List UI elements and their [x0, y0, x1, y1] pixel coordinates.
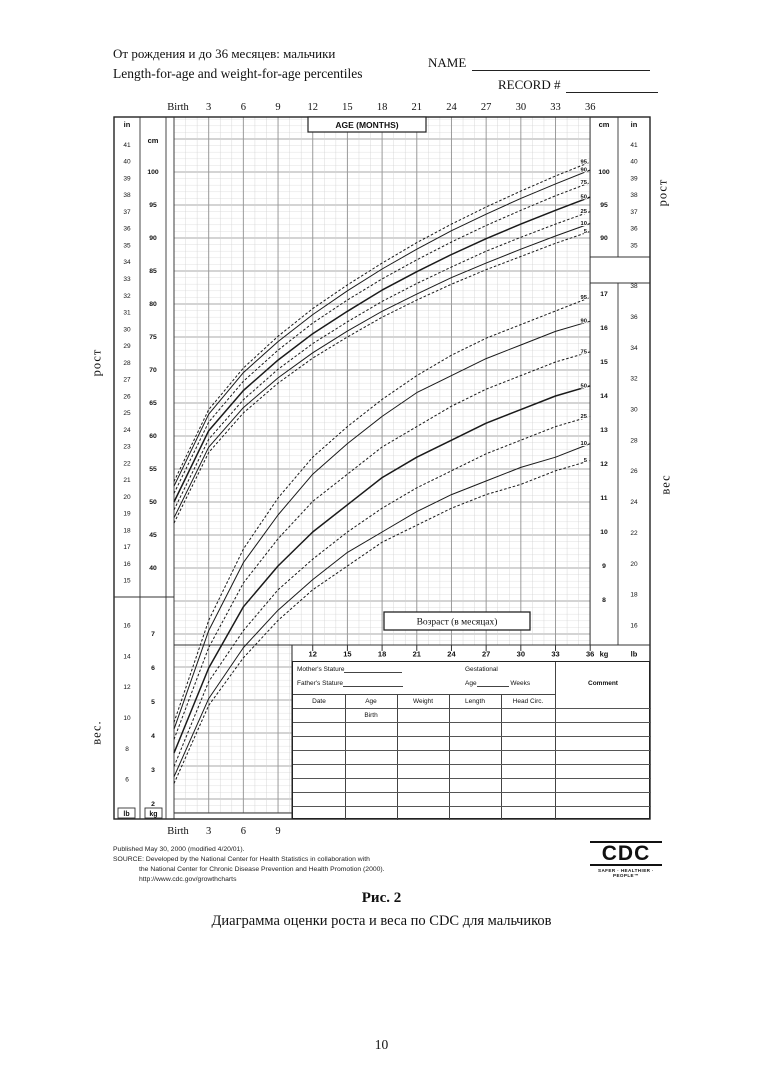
svg-text:100: 100 — [147, 169, 159, 177]
source-url: http://www.cdc.gov/growthcharts — [139, 875, 237, 883]
svg-text:36: 36 — [584, 102, 596, 113]
svg-text:6: 6 — [240, 102, 246, 113]
svg-text:3: 3 — [151, 767, 155, 775]
table-divider — [501, 694, 502, 820]
name-label: NAME — [428, 55, 467, 70]
name-field — [428, 55, 650, 71]
svg-text:20: 20 — [123, 493, 131, 501]
svg-text:80: 80 — [149, 301, 157, 309]
svg-text:35: 35 — [123, 242, 131, 250]
svg-text:18: 18 — [377, 649, 387, 659]
svg-text:9: 9 — [602, 563, 606, 571]
svg-text:23: 23 — [123, 443, 131, 451]
svg-text:32: 32 — [630, 375, 638, 383]
svg-text:18: 18 — [123, 527, 131, 535]
svg-text:30: 30 — [515, 102, 527, 113]
svg-text:in: in — [630, 120, 638, 129]
svg-text:25: 25 — [580, 209, 587, 216]
svg-text:21: 21 — [412, 649, 421, 659]
svg-text:10: 10 — [600, 529, 608, 537]
gestational-label: Gestational — [465, 666, 498, 673]
svg-text:37: 37 — [630, 208, 638, 216]
svg-text:14: 14 — [600, 393, 608, 401]
svg-text:cm: cm — [147, 136, 159, 145]
left-weight-axis-label: вес. — [89, 720, 104, 745]
svg-text:24: 24 — [447, 649, 456, 659]
published-line: Published May 30, 2000 (modified 4/20/01). — [113, 846, 245, 853]
svg-text:95: 95 — [149, 202, 157, 210]
svg-text:8: 8 — [125, 745, 129, 753]
svg-text:35: 35 — [630, 242, 638, 250]
figure-caption: Рис. 2 — [361, 890, 402, 906]
cdc-logo — [590, 841, 662, 878]
svg-text:28: 28 — [123, 359, 131, 367]
document-title-english: Length-for-age and weight-for-age percentiles — [113, 66, 363, 81]
svg-text:11: 11 — [600, 495, 608, 503]
svg-text:95: 95 — [580, 159, 587, 166]
svg-text:10: 10 — [123, 714, 131, 722]
svg-text:AGE (MONTHS): AGE (MONTHS) — [335, 120, 399, 130]
svg-text:Birth: Birth — [167, 826, 189, 837]
svg-text:lb: lb — [123, 811, 130, 818]
svg-text:100: 100 — [598, 169, 610, 177]
table-row — [293, 708, 651, 709]
svg-text:21: 21 — [411, 102, 423, 113]
svg-text:10: 10 — [580, 220, 587, 227]
svg-text:14: 14 — [123, 653, 131, 661]
svg-text:21: 21 — [123, 477, 131, 485]
svg-text:16: 16 — [600, 325, 608, 333]
svg-text:3: 3 — [206, 102, 212, 113]
svg-text:27: 27 — [481, 649, 491, 659]
svg-text:29: 29 — [123, 343, 131, 351]
svg-text:30: 30 — [630, 406, 638, 414]
table-row — [293, 750, 651, 751]
svg-text:31: 31 — [123, 309, 131, 317]
svg-text:45: 45 — [149, 532, 157, 540]
svg-text:24: 24 — [123, 426, 131, 434]
svg-text:18: 18 — [630, 591, 638, 599]
father-stature-label: Father's Stature — [297, 680, 403, 687]
svg-text:60: 60 — [149, 433, 157, 441]
patient-data-table — [292, 661, 650, 819]
svg-text:30: 30 — [516, 649, 526, 659]
svg-text:15: 15 — [342, 102, 353, 113]
svg-text:95: 95 — [580, 294, 587, 301]
svg-text:22: 22 — [123, 460, 131, 468]
name-blank-line — [472, 59, 650, 71]
table-divider — [293, 694, 555, 695]
svg-text:27: 27 — [123, 376, 131, 384]
svg-text:cm: cm — [598, 120, 610, 129]
table-row — [293, 778, 651, 779]
svg-text:Возраст (в месяцах): Возраст (в месяцах) — [416, 617, 498, 628]
svg-text:26: 26 — [630, 468, 638, 476]
cdc-logo-text: CDC — [590, 841, 662, 866]
source-line-1: SOURCE: Developed by the National Center for Health Statistics in collaboration with — [113, 855, 370, 863]
svg-text:5: 5 — [583, 458, 587, 465]
record-field — [498, 77, 658, 93]
cdc-tagline: SAFER · HEALTHIER · PEOPLE™ — [597, 868, 654, 878]
figure-subcaption: Диаграмма оценки роста и веса по CDC для мальчиков — [211, 913, 552, 929]
svg-text:25: 25 — [123, 410, 131, 418]
svg-text:16: 16 — [123, 560, 131, 568]
mother-stature-label: Mother's Stature — [297, 666, 402, 673]
svg-text:50: 50 — [580, 194, 587, 201]
record-blank-line — [566, 81, 658, 93]
svg-text:26: 26 — [123, 393, 131, 401]
svg-text:27: 27 — [480, 102, 492, 113]
svg-text:15: 15 — [123, 577, 131, 585]
svg-text:16: 16 — [630, 622, 638, 630]
right-height-axis-label: рост — [655, 178, 670, 207]
svg-text:40: 40 — [123, 158, 131, 166]
svg-text:4: 4 — [151, 733, 155, 741]
chart-footer-source — [113, 845, 385, 884]
svg-text:28: 28 — [630, 437, 638, 445]
svg-text:75: 75 — [580, 180, 587, 187]
svg-text:5: 5 — [151, 699, 155, 707]
svg-text:15: 15 — [600, 359, 608, 367]
svg-text:2: 2 — [151, 801, 155, 809]
record-label: RECORD # — [498, 77, 561, 92]
svg-text:85: 85 — [149, 268, 157, 276]
svg-text:24: 24 — [630, 499, 638, 507]
svg-text:17: 17 — [600, 291, 608, 299]
table-row — [293, 722, 651, 723]
svg-text:7: 7 — [151, 631, 155, 639]
col-length: Length — [465, 698, 485, 705]
col-weight: Weight — [412, 698, 434, 705]
svg-text:34: 34 — [123, 259, 131, 267]
svg-text:40: 40 — [149, 565, 157, 573]
svg-text:38: 38 — [123, 192, 131, 200]
svg-text:16: 16 — [123, 622, 131, 630]
svg-text:36: 36 — [630, 313, 638, 321]
svg-text:39: 39 — [630, 175, 638, 183]
svg-text:6: 6 — [151, 665, 155, 673]
svg-text:12: 12 — [600, 461, 608, 469]
col-age: Age — [365, 698, 377, 705]
svg-text:41: 41 — [123, 141, 131, 149]
svg-text:9: 9 — [275, 102, 281, 113]
svg-text:12: 12 — [123, 684, 131, 692]
svg-text:33: 33 — [551, 649, 560, 659]
table-divider — [397, 694, 398, 820]
svg-text:34: 34 — [630, 344, 638, 352]
left-height-axis-label: рост — [89, 348, 104, 377]
svg-text:75: 75 — [580, 349, 587, 356]
svg-text:50: 50 — [580, 383, 587, 390]
svg-text:75: 75 — [149, 334, 157, 342]
svg-text:15: 15 — [343, 649, 352, 659]
svg-text:70: 70 — [149, 367, 157, 375]
svg-text:95: 95 — [600, 202, 608, 210]
svg-text:38: 38 — [630, 283, 638, 291]
svg-text:90: 90 — [580, 318, 587, 325]
source-line-2: the National Center for Chronic Disease Prevention and Health Promotion (2000). — [139, 865, 385, 873]
col-head-circ: Head Circ. — [512, 698, 544, 705]
table-row — [293, 792, 651, 793]
svg-text:40: 40 — [630, 158, 638, 166]
svg-text:90: 90 — [600, 235, 608, 243]
svg-text:41: 41 — [630, 141, 638, 149]
svg-text:20: 20 — [630, 560, 638, 568]
svg-text:50: 50 — [149, 499, 157, 507]
birth-row-label: Birth — [364, 712, 378, 719]
svg-text:32: 32 — [123, 292, 131, 300]
svg-text:6: 6 — [125, 776, 129, 784]
svg-text:5: 5 — [583, 228, 587, 235]
svg-text:22: 22 — [630, 529, 638, 537]
svg-text:Birth: Birth — [167, 102, 189, 113]
svg-text:9: 9 — [275, 826, 281, 837]
svg-text:kg: kg — [599, 649, 609, 659]
svg-text:37: 37 — [123, 208, 131, 216]
svg-text:24: 24 — [446, 102, 457, 113]
svg-text:36: 36 — [586, 649, 595, 659]
table-row — [293, 806, 651, 807]
table-divider — [449, 694, 450, 820]
svg-text:6: 6 — [240, 826, 246, 837]
svg-text:13: 13 — [600, 427, 608, 435]
page-number: 10 — [374, 1037, 389, 1052]
right-weight-axis-label: вес — [658, 474, 673, 495]
svg-text:17: 17 — [123, 544, 131, 552]
svg-text:3: 3 — [206, 826, 212, 837]
svg-text:33: 33 — [550, 102, 561, 113]
svg-text:33: 33 — [123, 275, 131, 283]
svg-text:38: 38 — [630, 192, 638, 200]
document-title-russian: От рождения и до 36 месяцев: мальчики — [113, 46, 336, 61]
svg-text:kg: kg — [149, 811, 158, 818]
svg-text:30: 30 — [123, 326, 131, 334]
svg-text:18: 18 — [376, 102, 388, 113]
svg-text:39: 39 — [123, 175, 131, 183]
svg-text:12: 12 — [307, 102, 318, 113]
col-date: Date — [312, 698, 326, 705]
svg-text:12: 12 — [308, 649, 317, 659]
svg-text:90: 90 — [149, 235, 157, 243]
table-row — [293, 764, 651, 765]
comment-header: Comment — [588, 680, 618, 687]
svg-text:36: 36 — [630, 225, 638, 233]
svg-text:36: 36 — [123, 225, 131, 233]
svg-text:10: 10 — [580, 441, 587, 448]
svg-text:8: 8 — [602, 597, 606, 605]
svg-text:90: 90 — [580, 167, 587, 174]
svg-text:65: 65 — [149, 400, 157, 408]
svg-text:55: 55 — [149, 466, 157, 474]
table-row — [293, 736, 651, 737]
growth-chart — [112, 97, 652, 841]
svg-text:lb: lb — [630, 649, 638, 659]
gestational-age-label: Age Weeks — [465, 680, 531, 687]
svg-text:in: in — [123, 120, 131, 129]
svg-text:19: 19 — [123, 510, 131, 518]
svg-text:25: 25 — [580, 413, 587, 420]
